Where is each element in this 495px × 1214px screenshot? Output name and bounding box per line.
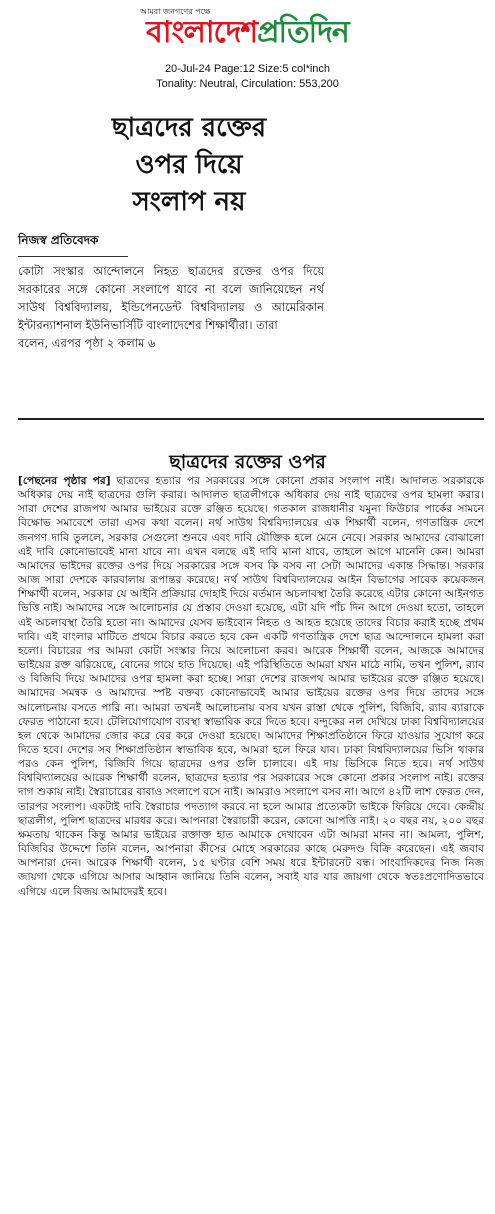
continued-article-body (18, 474, 484, 899)
headline-line-3: সংলাপ নয় (132, 187, 246, 217)
continued-from-tag: [পেছনের পৃষ্ঠার পর] (18, 475, 111, 487)
article-byline: নিজস্ব প্রতিবেদক (18, 232, 128, 257)
clip-tonality-circulation: Tonality: Neutral, Circulation: 553,200 (156, 78, 339, 90)
continued-paragraph (18, 474, 484, 899)
newspaper-masthead (0, 0, 495, 62)
clip-date-page-info: 20-Jul-24 Page:12 Size:5 col*inch (164, 63, 331, 75)
newspaper-name (0, 14, 495, 52)
continuation-note: বলেন, এরপর পৃষ্ঠা ২ কলাম ৬ (18, 336, 156, 350)
continued-body-text: ছাত্রদের হত্যার পর সরকারের সঙ্গে কোনো প্রকার সংলাপ নাই। আদালত সরকারকে অধিকার দেয় নাই ছাত্রদের গুলি করার। আদালত ছাত্রলীগকে অধিকার দেয় নাই ছাত্রদের ওপর হামলা করার। সারা দেশের রাজপথ আমার ভাইয়ের রক্তে রঞ্জিত হয়েছে। গতকাল রাজধানীর যমুনা ফিউচার পার্কের সামনে বিক্ষোভ সমাবেশে তারা এসব কথা বলেন। নর্থ সাউথ বিশ্ববিদ্যালয়ের এক শিক্ষার্থী বলেন, গণতান্ত্রিক দেশে জনগণ দাবি তুললে, সরকার সেগুলো শুনবে এবং দাবি যৌক্তিক হলে মেনে নেবে। সরকার আমাদের বোঝালো এই দাবি কোনোভাবেই মানা যাবে না। এখন বলছে এই দাবি মানা যাবে, তাহলে আগে মানেনি কেন। আমরা আমাদের ভাইদের রক্তের ওপর দিয়ে সরকারের সঙ্গে বসব কি বসব না সেটা আমাদের একান্ত সিদ্ধান্ত। সরকার আজ সারা দেশকে কারবালায় রূপান্তর করেছে। নর্থ সাউথ বিশ্ববিদ্যালয়ের আইন বিভাগের সাবেক কয়েকজন শিক্ষার্থী বলেন, সরকার যে আইনি প্রক্রিয়ার দোহাই দিয়ে বর্তমান অচলাবস্থা তৈরি করেছে এটার কোনো আইনগত ভিত্তি নাই। আমাদের সঙ্গে আলোচনার যে প্রস্তাব দেওয়া হয়েছে, এটা যদি পাঁচ দিন আগে দেওয়া হতো, তাহলে এই অচলাবস্থা তৈরি হতো না। আমাদের যেসব ভাইবোন নিহত ও আহত হয়েছে তাদের বিচার করাই হচ্ছে প্রথম দাবি। এই বাংলার মাটিতে প্রথমে বিচার করতে হবে কেন একটি গণতান্ত্রিক দেশে ছাত্র আন্দোলনে হামলা করা হলো। বিচারের পর আমরা কোটা সংস্কার নিয়ে আলোচনা করব। আরেক শিক্ষার্থী বলেন, আজকে আমাদের ভাইয়ের রক্ত ঝরিয়েছে, বোনের গায়ে হাত দিয়েছে। এই পরিস্থিতিতে আমরা যখন মাঠে নামি, তখন পুলিশ, র‍্যাব ও বিজিবি দিয়ে আমাদের ওপর হামলা করা হচ্ছে। সারা দেশের রাজপথ আমার ভাইয়ের রক্তে রঞ্জিত হয়েছে। আমাদের সমন্বক ও আমাদের স্পষ্ট বক্তব্য কোনোভাবেই আমার ভাইয়ের রক্তের ওপর দিয়ে তাদের সঙ্গে আলোচনায় বসতে পারি না। আমরা তখনই আলোচনায় বসব যখন রাস্তা থেকে পুলিশ, বিজিবি, র‍্যাব ব্যারাকে ফেরত পাঠানো হবে। টেলিযোগাযোগ ব্যবস্থা স্বাভাবিক করে দিতে হবে। বন্দুকের নল দেখিয়ে ঢাকা বিশ্ববিদ্যালয়ের হল থেকে আমাদের জোর করে বের করে দেওয়া হয়েছে। আমাদের শিক্ষাপ্রতিষ্ঠানে ফিরে যাওয়ার সুযোগ করে দিতে হবে। দেশের সব শিক্ষাপ্রতিষ্ঠান স্বাভাবিক হবে, আমরা হলে ফিরে যাব। ঢাকা বিশ্ববিদ্যালয়ের ভিসি থাকার পরও কেন পুলিশ, বিজিবি গিয়ে ছাত্রদের ওপর গুলি চালাবে। এই দায় ভিসিকে নিতে হবে। নর্থ সাউথ বিশ্ববিদ্যালয়ের আরেক শিক্ষার্থী বলেন, ছাত্রদের হত্যার পর সরকারের সঙ্গে কোনো প্রকার সংলাপ নাই। রক্তের দাগ শুকায় নাই। স্বৈরাচারের বাবাও সংলাপে বসে নাই। আমরাও সংলাপে বসব না। আগে ৪২টি লাশ ফেরত দেন, তারপর সংলাপ। একটাই দাবি স্বৈরাচার পদত্যাগ করবে না হলে আমার প্রত্যেকটা ভাইকে ফিরিয়ে দেবে। কেন্দ্রীয় ছাত্রলীগ, পুলিশ ছাত্রদের মারধর করে। আপনারা স্বৈরাচারী করেন, কোনো আপত্তি নাই। ২০ বছর নয়, ২০০ বছর ক্ষমতায় থাকেন কিন্তু আমার ভাইয়ের রক্তাক্ত হাত আমাকে দেখাবেন এটা আমরা মানব না। আমলা, পুলিশ, বিজিবির উদ্দেশে তিনি বলেন, আপনারা কীসের মোহে সরকারের কাছে মেরুদণ্ড বিক্রি করেছেন। এই জবাব আপনারা দেন। আরেক শিক্ষার্থী বলেন, ১৫ ঘণ্টার বেশি সময় ধরে ইন্টারনেট বন্ধ। সাংবাদিকদের নিজ নিজ জায়গা থেকে এগিয়ে আসার আহ্বান জানিয়ে তিনি বলেন, সবাই যার যার জায়গা থেকে স্বতঃপ্রণোদিতভাবে এগিয়ে এলে বিজয় আমাদেরই হবে। (18, 475, 484, 898)
headline-line-1: ছাত্রদের রক্তের (111, 113, 267, 143)
article-lead (18, 262, 324, 352)
newspaper-name-part2: প্রতিদিন (257, 15, 349, 50)
article-headline (24, 110, 354, 221)
masthead-tagline: আমরা জনগণের পক্ষে (140, 7, 211, 16)
continued-headline: ছাত্রদের রক্তের ওপর (169, 451, 326, 473)
lead-paragraph: কোটা সংস্কার আন্দোলনে নিহত ছাত্রদের রক্তের ওপর দিয়ে সরকারের সঙ্গে কোনো সংলাপে যাবে না বলে জানিয়েছেন নর্থ সাউথ বিশ্ববিদ্যালয়, ইন্ডিপেনডেন্ট বিশ্ববিদ্যালয় ও আমেরিকান ইন্টারন্যাশনাল ইউনিভার্সিটি বাংলাদেশের শিক্ষার্থীরা। তারা (18, 264, 324, 332)
section-divider (18, 418, 484, 420)
headline-line-2: ওপর দিয়ে (135, 150, 243, 180)
newspaper-name-part1: বাংলাদেশ (146, 15, 258, 50)
